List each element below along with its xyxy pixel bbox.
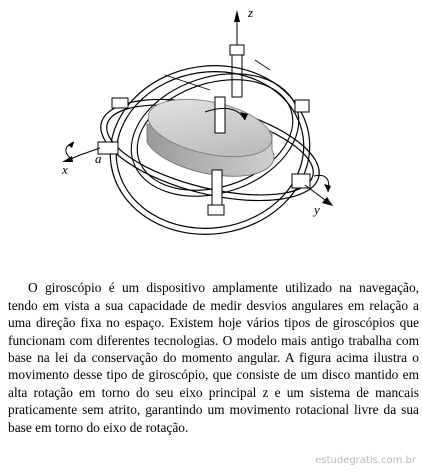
label-x: x [62,162,68,177]
left-bearing [98,98,128,154]
axle [230,45,244,97]
label-z: z [248,5,254,20]
watermark: estudegratis.com.br [315,455,416,466]
spinning-disc [143,89,277,176]
description-paragraph: O giroscópio é um dispositivo amplamente utilizado na navegação, tendo em vista a sua capacidade de medir desvios angulares em relação a uma direção fixa no espaço. Existem hoje vários tipos de giroscópios que funcionam com diferentes tecnologias. O modelo mais antigo trabalha com base na lei da conservação do momento angular. A figura acima ilustra o movimento desse tipo de giroscópio, que consiste de um disco mantido em alta rotação em torno do seu eixo principal z e um sistema de mancais praticamente sem atrito, garantindo um movimento rotacional livre da sua base em torno do eixo de rotação. [8,280,419,435]
label-a: a [95,151,102,166]
label-y: y [314,202,320,217]
